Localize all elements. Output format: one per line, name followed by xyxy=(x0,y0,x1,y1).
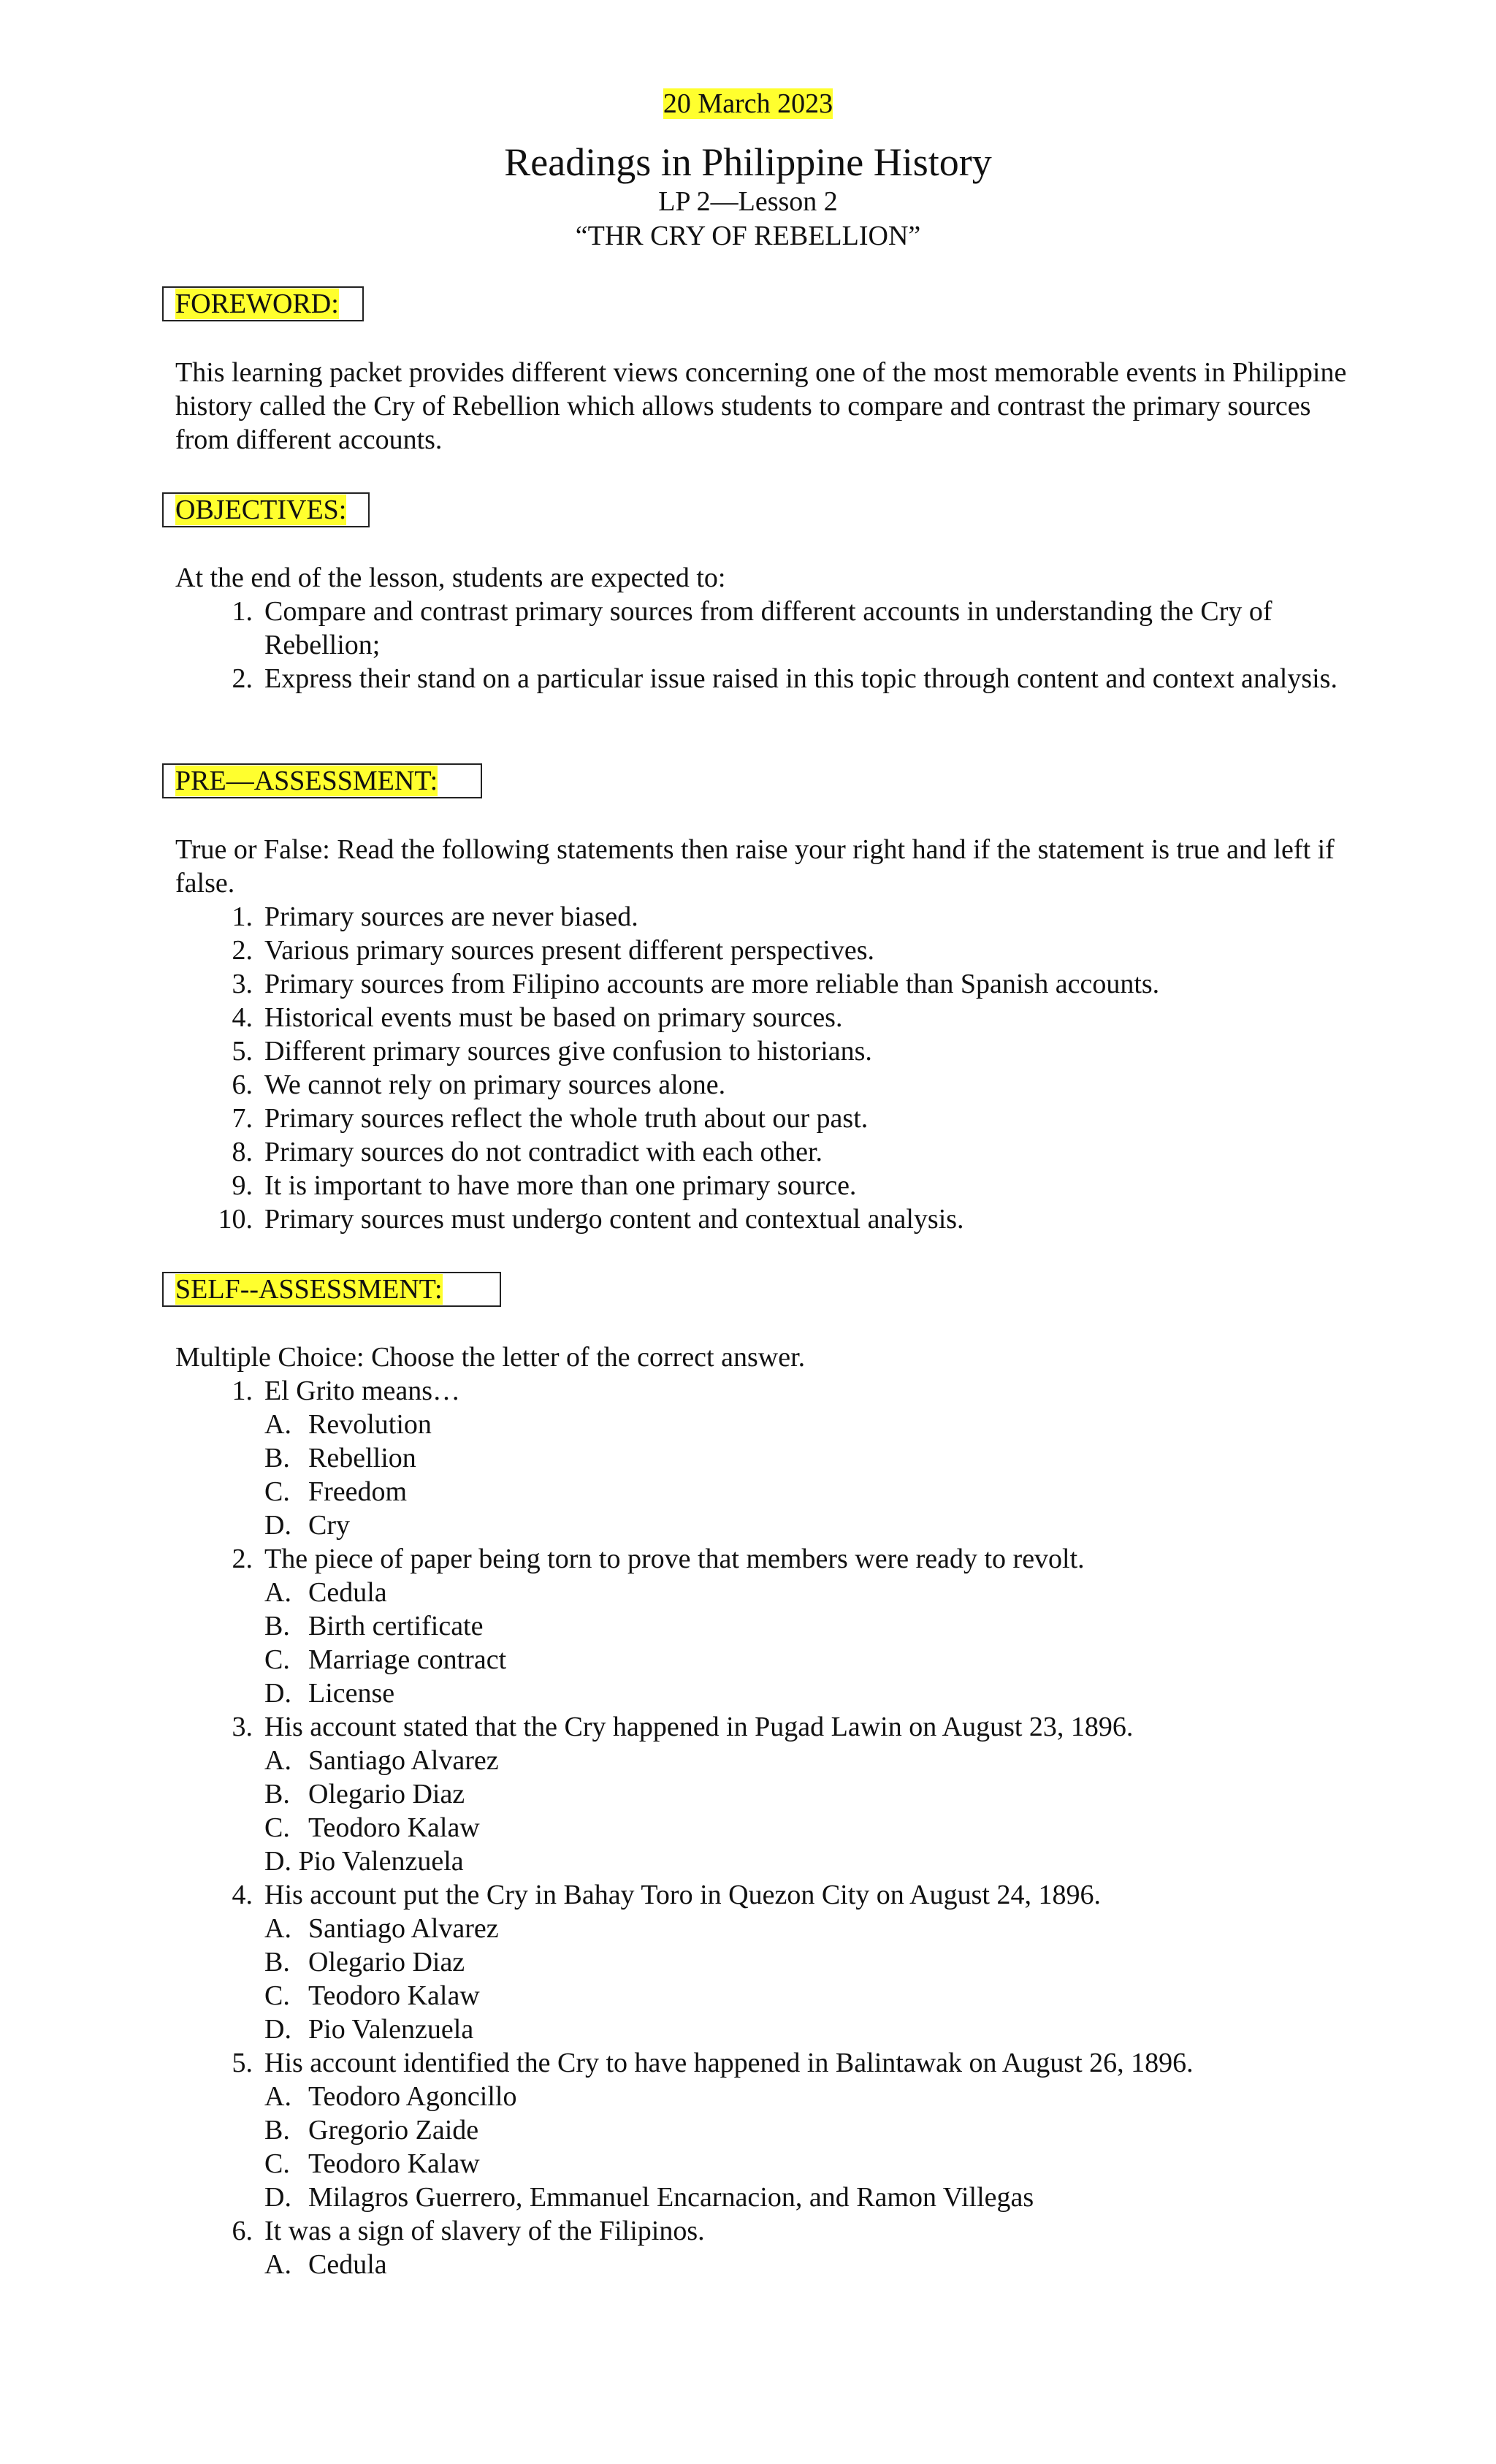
answer-option: A. Santiago Alvarez xyxy=(264,1913,499,1944)
date-highlight: 20 March 2023 xyxy=(663,88,833,119)
answer-option: B. Rebellion xyxy=(264,1443,416,1473)
list-item: 1. Compare and contrast primary sources from different accounts in understanding the Cry of Rebellion; xyxy=(232,596,1272,660)
question-item: 3. His account stated that the Cry happened in Pugad Lawin on August 23, 1896. xyxy=(232,1712,1134,1742)
self-assessment-list xyxy=(175,1374,1373,2281)
answer-option: A. Cedula xyxy=(264,1577,387,1608)
answer-option: A. Cedula xyxy=(264,2249,387,2280)
answer-option: B. Olegario Diaz xyxy=(264,1947,465,1977)
document-subtitle xyxy=(0,185,1496,253)
answer-option: B. Gregorio Zaide xyxy=(264,2115,479,2145)
topic-label: “THR CRY OF REBELLION” xyxy=(575,221,921,251)
list-item: 9. It is important to have more than one primary source. xyxy=(232,1170,857,1201)
answer-option: D. Milagros Guerrero, Emmanuel Encarnacion, and Ramon Villegas xyxy=(264,2182,1034,2213)
question-item: 6. It was a sign of slavery of the Filipinos. xyxy=(232,2216,705,2246)
pre-assessment-heading: PRE—ASSESSMENT: xyxy=(162,763,482,798)
question-item: 4. His account put the Cry in Bahay Toro in Quezon City on August 24, 1896. xyxy=(232,1880,1101,1910)
list-item: 2. Express their stand on a particular issue raised in this topic through content and context analysis. xyxy=(232,663,1337,694)
document-title: Readings in Philippine History xyxy=(504,140,992,184)
foreword-text: This learning packet provides different views concerning one of the most memorable events in Philippine history called the Cry of Rebellion which allows students to compare and contrast the primary sources from different accounts. xyxy=(175,357,1347,455)
objectives-intro: At the end of the lesson, students are expected to: xyxy=(175,562,726,593)
answer-option: A. Santiago Alvarez xyxy=(264,1745,499,1776)
answer-option: C. Teodoro Kalaw xyxy=(264,2148,480,2179)
list-item: 8. Primary sources do not contradict with each other. xyxy=(232,1137,823,1167)
answer-option: D. Pio Valenzuela xyxy=(264,1846,464,1877)
pre-assessment-list xyxy=(175,900,1373,1236)
answer-option: C. Freedom xyxy=(264,1476,408,1507)
list-item: 4. Historical events must be based on primary sources. xyxy=(232,1002,843,1033)
lesson-label: LP 2—Lesson 2 xyxy=(658,186,838,217)
document-date xyxy=(0,86,1496,121)
answer-option: C. Teodoro Kalaw xyxy=(264,1812,480,1843)
answer-option: D. Pio Valenzuela xyxy=(264,2014,474,2045)
list-item: 2. Various primary sources present different perspectives. xyxy=(232,935,875,966)
answer-option: B. Olegario Diaz xyxy=(264,1779,465,1809)
answer-option: B. Birth certificate xyxy=(264,1611,484,1641)
answer-option: A. Teodoro Agoncillo xyxy=(264,2081,517,2112)
answer-option: C. Teodoro Kalaw xyxy=(264,1980,480,2011)
answer-option: A. Revolution xyxy=(264,1409,432,1440)
list-item: 1. Primary sources are never biased. xyxy=(232,901,638,932)
question-item: 2. The piece of paper being torn to prove that members were ready to revolt. xyxy=(232,1544,1085,1574)
answer-option: C. Marriage contract xyxy=(264,1644,507,1675)
foreword-heading: FOREWORD: xyxy=(162,286,364,321)
list-item: 10. Primary sources must undergo content and contextual analysis. xyxy=(218,1204,964,1235)
self-assessment-intro: Multiple Choice: Choose the letter of the correct answer. xyxy=(175,1342,806,1373)
answer-option: D. License xyxy=(264,1678,395,1709)
list-item: 5. Different primary sources give confusion to historians. xyxy=(232,1036,872,1067)
list-item: 3. Primary sources from Filipino accounts are more reliable than Spanish accounts. xyxy=(232,969,1160,999)
answer-option: D. Cry xyxy=(264,1510,350,1541)
question-item: 1. El Grito means… xyxy=(232,1376,461,1406)
objectives-heading: OBJECTIVES: xyxy=(162,492,370,527)
list-item: 6. We cannot rely on primary sources alone. xyxy=(232,1069,726,1100)
list-item: 7. Primary sources reflect the whole truth about our past. xyxy=(232,1103,869,1134)
question-item: 5. His account identified the Cry to have happened in Balintawak on August 26, 1896. xyxy=(232,2048,1194,2078)
objectives-list xyxy=(175,595,1373,695)
pre-assessment-intro: True or False: Read the following statements then raise your right hand if the statement is true and left if false. xyxy=(175,834,1335,899)
self-assessment-heading: SELF--ASSESSMENT: xyxy=(162,1272,501,1307)
